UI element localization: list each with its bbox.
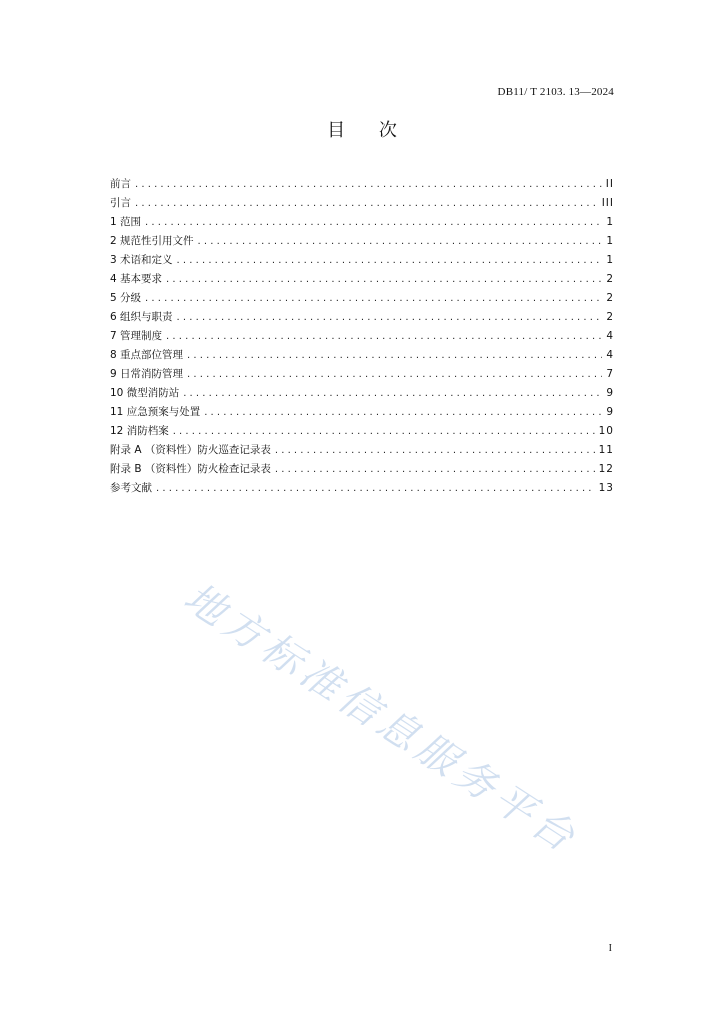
toc-dot-leader bbox=[135, 175, 602, 194]
toc-entry[interactable] bbox=[110, 289, 614, 308]
toc-entry-page: 11 bbox=[598, 444, 614, 456]
toc-entry[interactable] bbox=[110, 479, 614, 498]
toc-entry-page: 7 bbox=[606, 368, 614, 380]
toc-entry-page: 13 bbox=[598, 482, 614, 494]
toc-entry-label: 12 消防档案 bbox=[110, 425, 169, 437]
toc-entry-page: 2 bbox=[606, 273, 614, 285]
toc-entry[interactable] bbox=[110, 384, 614, 403]
toc-entry-label: 4 基本要求 bbox=[110, 273, 163, 285]
toc-entry-page: 9 bbox=[606, 387, 614, 399]
toc-dot-leader bbox=[198, 232, 603, 251]
toc-dot-leader bbox=[156, 479, 595, 498]
toc-dot-leader bbox=[183, 384, 602, 403]
toc-entry-page: 4 bbox=[606, 349, 614, 361]
toc-entry-page: 9 bbox=[606, 406, 614, 418]
table-of-contents bbox=[110, 175, 614, 498]
toc-entry[interactable] bbox=[110, 365, 614, 384]
toc-entry-page: 12 bbox=[598, 463, 614, 475]
toc-entry[interactable] bbox=[110, 441, 614, 460]
toc-dot-leader bbox=[145, 289, 602, 308]
toc-entry[interactable] bbox=[110, 308, 614, 327]
toc-entry-page: 2 bbox=[606, 292, 614, 304]
toc-entry[interactable] bbox=[110, 251, 614, 270]
toc-entry-page: 1 bbox=[606, 235, 614, 247]
toc-title: 目 次 bbox=[327, 120, 411, 141]
toc-entry-label: 参考文献 bbox=[110, 482, 152, 494]
toc-entry[interactable] bbox=[110, 194, 614, 213]
toc-dot-leader bbox=[173, 422, 595, 441]
toc-entry[interactable] bbox=[110, 422, 614, 441]
toc-entry-label: 附录 B （资料性）防火检查记录表 bbox=[110, 463, 271, 475]
toc-dot-leader bbox=[177, 251, 603, 270]
toc-entry-label: 10 微型消防站 bbox=[110, 387, 180, 399]
toc-dot-leader bbox=[187, 346, 602, 365]
toc-dot-leader bbox=[275, 441, 595, 460]
toc-entry-label: 3 术语和定义 bbox=[110, 254, 173, 266]
document-code: DB11/ T 2103. 13—2024 bbox=[497, 86, 614, 98]
toc-entry-page: II bbox=[605, 178, 614, 190]
toc-entry-label: 6 组织与职责 bbox=[110, 311, 173, 323]
toc-dot-leader bbox=[177, 308, 603, 327]
toc-entry-page: 10 bbox=[598, 425, 614, 437]
toc-dot-leader bbox=[187, 365, 602, 384]
toc-entry-label: 引言 bbox=[110, 197, 131, 209]
toc-entry-label: 2 规范性引用文件 bbox=[110, 235, 194, 247]
toc-entry-page: 2 bbox=[606, 311, 614, 323]
toc-entry-label: 前言 bbox=[110, 178, 131, 190]
toc-entry-label: 7 管理制度 bbox=[110, 330, 163, 342]
toc-entry-page: III bbox=[601, 197, 614, 209]
toc-entry[interactable] bbox=[110, 327, 614, 346]
toc-entry-page: 1 bbox=[606, 216, 614, 228]
toc-entry[interactable] bbox=[110, 460, 614, 479]
toc-entry[interactable] bbox=[110, 403, 614, 422]
toc-entry-label: 11 应急预案与处置 bbox=[110, 406, 201, 418]
toc-entry[interactable] bbox=[110, 175, 614, 194]
toc-entry-label: 8 重点部位管理 bbox=[110, 349, 184, 361]
watermark: 地方标准信息服务平台 bbox=[175, 574, 587, 864]
toc-entry-label: 5 分级 bbox=[110, 292, 142, 304]
toc-entry[interactable] bbox=[110, 346, 614, 365]
toc-dot-leader bbox=[166, 270, 602, 289]
toc-entry-label: 9 日常消防管理 bbox=[110, 368, 184, 380]
toc-entry[interactable] bbox=[110, 270, 614, 289]
toc-entry-label: 附录 A （资料性）防火巡查记录表 bbox=[110, 444, 271, 456]
toc-entry[interactable] bbox=[110, 232, 614, 251]
toc-entry-label: 1 范围 bbox=[110, 216, 142, 228]
toc-entry[interactable] bbox=[110, 213, 614, 232]
toc-dot-leader bbox=[275, 460, 595, 479]
page-number: I bbox=[608, 943, 612, 954]
toc-entry-page: 1 bbox=[606, 254, 614, 266]
toc-dot-leader bbox=[166, 327, 602, 346]
toc-dot-leader bbox=[135, 194, 598, 213]
toc-dot-leader bbox=[145, 213, 602, 232]
toc-entry-page: 4 bbox=[606, 330, 614, 342]
toc-dot-leader bbox=[204, 403, 602, 422]
